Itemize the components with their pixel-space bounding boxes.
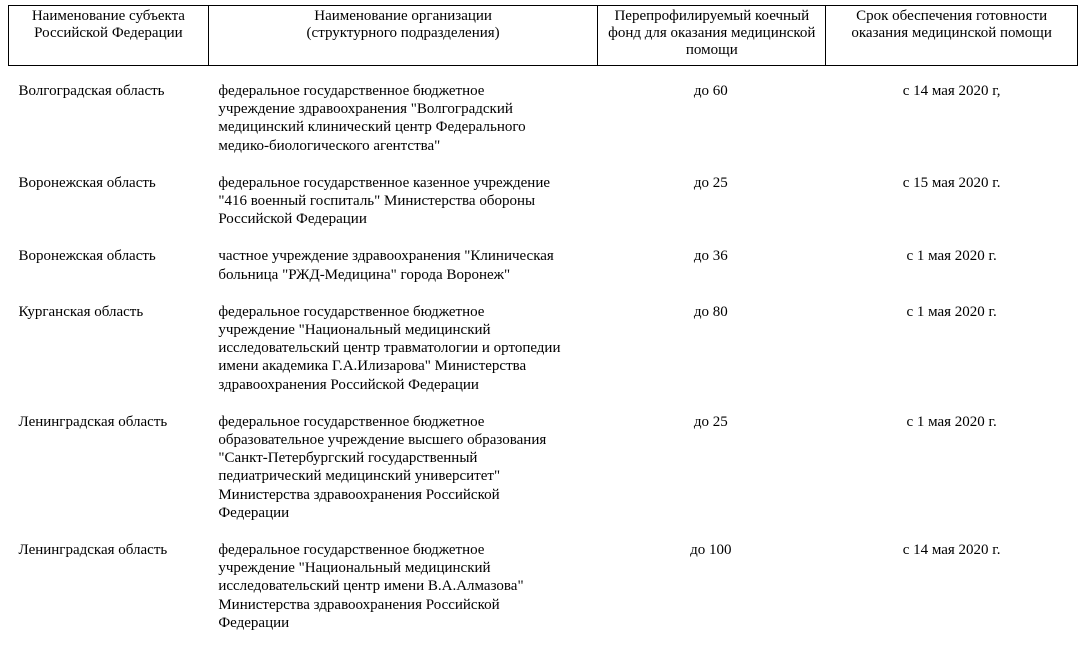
header-beds — [598, 6, 826, 66]
organization-line: больница "РЖД-Медицина" города Воронеж" — [218, 267, 510, 283]
organization-line: "Санкт-Петербургский государственный — [218, 450, 477, 466]
organization-line: исследовательский центр имени В.А.Алмазова" — [218, 578, 523, 594]
header-organization — [208, 6, 598, 66]
organization-line: федеральное государственное бюджетное — [218, 83, 484, 99]
organization-cell — [208, 82, 598, 174]
organization-line: федеральное государственное бюджетное — [218, 414, 484, 430]
readiness-date-cell: с 15 мая 2020 г. — [826, 174, 1078, 248]
table-row — [9, 303, 1078, 413]
organization-line: здравоохранения Российской Федерации — [218, 377, 479, 393]
beds-cell: до 25 — [598, 174, 826, 248]
table-row — [9, 174, 1078, 248]
header-line: оказания медицинской помощи — [851, 25, 1051, 41]
beds-cell: до 25 — [598, 413, 826, 541]
region-cell: Ленинградская область — [9, 541, 209, 651]
table-body — [9, 66, 1078, 651]
region-cell: Курганская область — [9, 303, 209, 413]
organization-cell — [208, 247, 598, 302]
organization-line: педиатрический медицинский университет" — [218, 468, 500, 484]
table-row — [9, 413, 1078, 541]
region-cell: Ленинградская область — [9, 413, 209, 541]
organization-line: учреждение здравоохранения "Волгоградский — [218, 101, 513, 117]
readiness-date-cell: с 1 мая 2020 г. — [826, 303, 1078, 413]
header-line: (структурного подразделения) — [307, 25, 500, 41]
organization-line: Федерации — [218, 615, 289, 631]
organization-cell — [208, 541, 598, 651]
region-cell: Волгоградская область — [9, 82, 209, 174]
header-readiness-date — [826, 6, 1078, 66]
header-line: Перепрофилируемый коечный — [614, 8, 809, 24]
header-line: Российской Федерации — [34, 25, 183, 41]
organization-line: Российской Федерации — [218, 211, 367, 227]
header-line: Срок обеспечения готовности — [856, 8, 1047, 24]
organization-line: частное учреждение здравоохранения "Клиническая — [218, 248, 554, 264]
header-spacer — [9, 66, 1078, 83]
organization-line: учреждение "Национальный медицинский — [218, 560, 490, 576]
hospitals-table — [8, 5, 1078, 651]
organization-line: федеральное государственное бюджетное — [218, 542, 484, 558]
readiness-date-cell: с 14 мая 2020 г, — [826, 82, 1078, 174]
table-header-row — [9, 6, 1078, 66]
header-line: Наименование субъекта — [32, 8, 185, 24]
beds-cell: до 60 — [598, 82, 826, 174]
header-line: Наименование организации — [314, 8, 492, 24]
region-cell: Воронежская область — [9, 247, 209, 302]
organization-line: медицинский клинический центр Федерального — [218, 119, 525, 135]
header-region — [9, 6, 209, 66]
header-line: фонд для оказания медицинской — [608, 25, 815, 41]
table-row — [9, 82, 1078, 174]
organization-cell — [208, 413, 598, 541]
readiness-date-cell: с 1 мая 2020 г. — [826, 247, 1078, 302]
table-row — [9, 247, 1078, 302]
readiness-date-cell: с 14 мая 2020 г. — [826, 541, 1078, 651]
organization-line: федеральное государственное бюджетное — [218, 304, 484, 320]
region-cell: Воронежская область — [9, 174, 209, 248]
table-row — [9, 541, 1078, 651]
readiness-date-cell: с 1 мая 2020 г. — [826, 413, 1078, 541]
organization-cell — [208, 303, 598, 413]
beds-cell: до 36 — [598, 247, 826, 302]
header-line: помощи — [686, 42, 738, 58]
organization-line: Федерации — [218, 505, 289, 521]
organization-line: исследовательский центр травматологии и ортопедии — [218, 340, 560, 356]
beds-cell: до 100 — [598, 541, 826, 651]
organization-line: имени академика Г.А.Илизарова" Министерства — [218, 358, 526, 374]
beds-cell: до 80 — [598, 303, 826, 413]
organization-line: учреждение "Национальный медицинский — [218, 322, 490, 338]
organization-line: Министерства здравоохранения Российской — [218, 487, 499, 503]
organization-line: федеральное государственное казенное учреждение — [218, 175, 550, 191]
organization-line: Министерства здравоохранения Российской — [218, 597, 499, 613]
organization-line: образовательное учреждение высшего образования — [218, 432, 546, 448]
organization-cell — [208, 174, 598, 248]
organization-line: медико-биологического агентства" — [218, 138, 440, 154]
organization-line: "416 военный госпиталь" Министерства обороны — [218, 193, 535, 209]
